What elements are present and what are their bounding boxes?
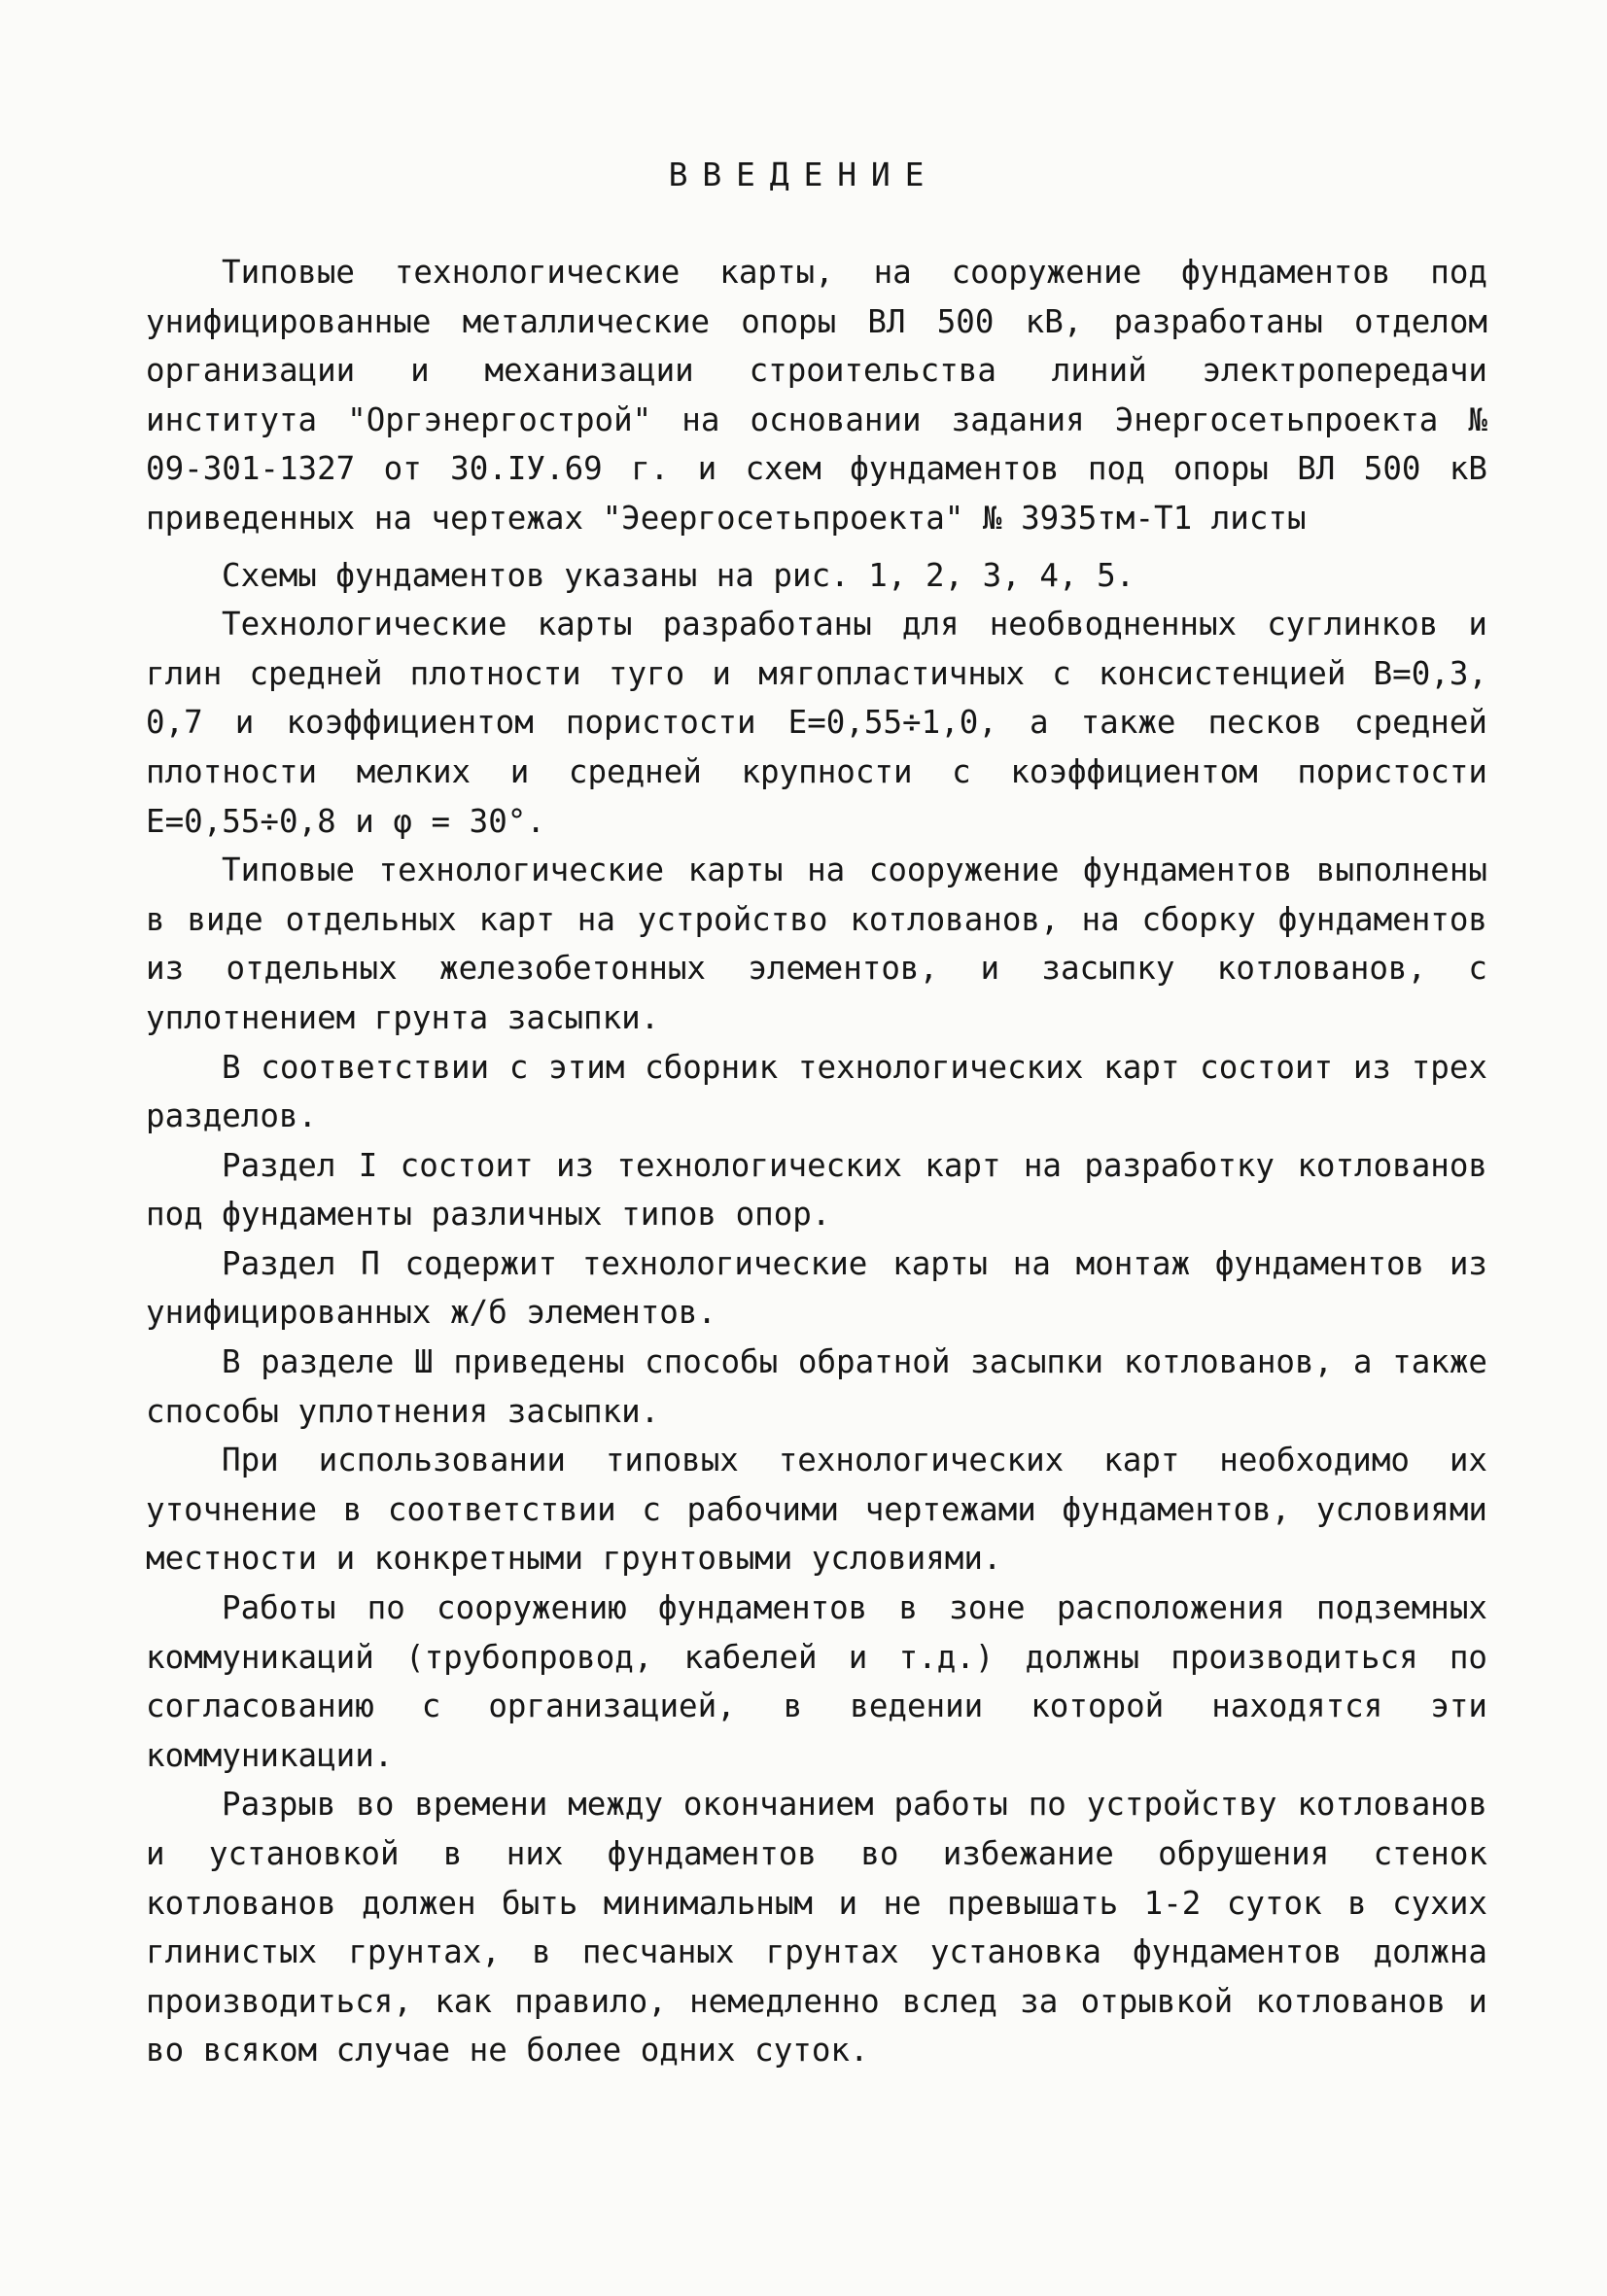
paragraph-soils: Технологические карты разработаны для необводненных суглинков и глин средней плотности туго и мягопластичных с консистенцией В=0,3, 0,7 и коэффициентом пористости Е=0,55÷1,0, а также песков средней плотности мелких и средней крупности с коэффициентом пористости Е=0,55÷0,8 и φ = 30°. — [146, 606, 1487, 840]
paragraph-schemes: Схемы фундаментов указаны на рис. 1, 2, 3, 4, 5. — [222, 556, 1135, 594]
page-title: ВВЕДЕНИЕ — [668, 156, 939, 193]
paragraph-time-gap: Разрыв во времени между окончанием работы по устройству котлованов и установкой в них фундаментов во избежание обрушения стенок котлованов должен быть минимальным и не превышать 1-2 суток в сухих глинистых грунтах, в песчаных грунтах установка фундаментов должна производиться, как правило, немедленно вслед за отрывкой котлованов и во всяком случае не более одних суток. — [146, 1786, 1487, 2070]
paragraph-sections: В соответствии с этим сборник технологических карт состоит из трех разделов. — [146, 1048, 1487, 1135]
paragraph-section-1: Раздел I состоит из технологических карт на разработку котлованов под фундаменты различных типов опор. — [146, 1146, 1487, 1234]
paragraph-card-structure: Типовые технологические карты на сооружение фундаментов выполнены в виде отдельных карт на устройство котлованов, на сборку фундаментов из отдельных железобетонных элементов, и засыпку котлованов, с уплотнением грунта засыпки. — [146, 852, 1487, 1036]
paragraph-usage: При использовании типовых технологических карт необходимо их уточнение в соответствии с рабочими чертежами фундаментов, условиями местности и конкретными грунтовыми условиями. — [146, 1442, 1487, 1578]
paragraph-intro: Типовые технологические карты, на сооружение фундаментов под унифицированные металлические опоры ВЛ 500 кВ, разработаны отделом организации и механизации строительства линий электропередачи института "Оргэнергострой" на основании задания Энергосетьпроекта № 09-301-1327 от 30.IУ.69 г. и схем фундаментов под опоры ВЛ 500 кВ приведенных на чертежах "Эеергосетьпроекта" № 3935тм-Т1 листы — [146, 254, 1487, 537]
paragraph-section-3: В разделе Ш приведены способы обратной засыпки котлованов, а также способы уплотнения засыпки. — [146, 1343, 1487, 1430]
paragraph-utilities: Работы по сооружению фундаментов в зоне расположения подземных коммуникаций (трубопровод, кабелей и т.д.) должны производиться по согласованию с организацией, в ведении которой находятся эти коммуникации. — [146, 1589, 1487, 1774]
paragraph-section-2: Раздел П содержит технологические карты на монтаж фундаментов из унифицированных ж/б элементов. — [146, 1244, 1487, 1332]
body-text — [146, 248, 1487, 2075]
